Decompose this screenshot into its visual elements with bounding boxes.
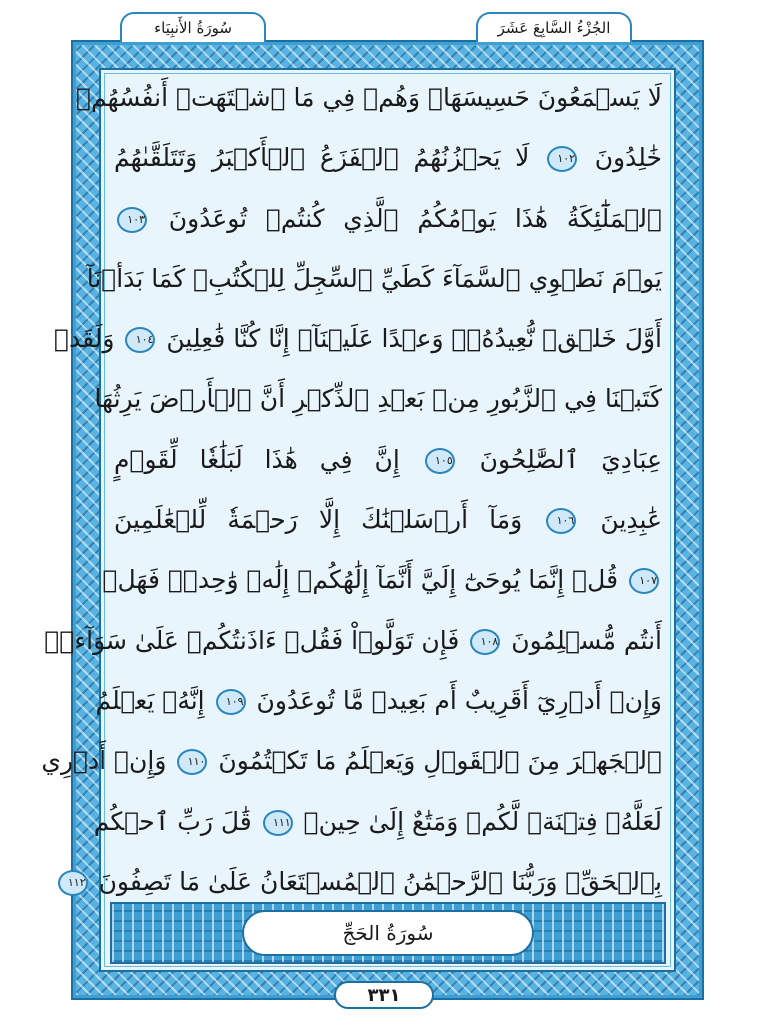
text-line	[86, 249, 662, 309]
verse-text: إِنَّهُۥ يَعۡلَمُ	[95, 685, 205, 715]
verse-text: خَٰلِدُونَ	[594, 143, 662, 173]
ayah-number-marker: ١٠٦	[546, 508, 576, 534]
verse-text: فَإِن تَوَلَّوۡاْ فَقُلۡ ءَاذَنتُكُمۡ عَلَىٰ سَوَآءٖۖ	[44, 625, 460, 655]
ayah-number-marker: ١١٢	[58, 870, 88, 896]
verse-text: وَإِنۡ أَدۡرِيٓ أَقَرِيبٌ أَم بَعِيدٞ مَّا تُوعَدُونَ	[256, 685, 662, 715]
text-line	[54, 309, 662, 369]
text-line	[114, 189, 662, 249]
text-line	[114, 128, 662, 188]
ayah-number-marker: ١٠٢	[547, 146, 577, 172]
verse-text: بِٱلۡحَقِّۗ وَرَبُّنَا ٱلرَّحۡمَٰنُ ٱلۡمُسۡتَعَانُ عَلَىٰ مَا تَصِفُونَ	[98, 866, 662, 896]
text-line	[114, 490, 662, 550]
text-line	[94, 369, 662, 429]
verse-text: وَإِنۡ أَدۡرِي	[41, 746, 167, 776]
verse-text: عِبَادِيَ ٱلصَّٰلِحُونَ	[479, 444, 662, 474]
ayah-number-marker: ١٠٣	[117, 207, 147, 233]
text-line	[102, 550, 662, 610]
text-line	[76, 68, 662, 128]
ayah-number-marker: ١٠٧	[629, 568, 659, 594]
surah-name-label: سُورَةُ الأَنبِيَاء	[120, 12, 266, 42]
verse-text: لَا يَحۡزُنُهُمُ ٱلۡفَزَعُ ٱلۡأَكۡبَرُ وَتَتَلَقَّىٰهُمُ	[114, 143, 530, 173]
verse-text: لَا يَسۡمَعُونَ حَسِيسَهَاۖ وَهُمۡ فِي مَا ٱشۡتَهَتۡ أَنفُسُهُمۡ	[76, 83, 662, 112]
ayah-number-marker: ١٠٩	[216, 689, 246, 715]
verse-text: ٱلۡجَهۡرَ مِنَ ٱلۡقَوۡلِ وَيَعۡلَمُ مَا تَكۡتُمُونَ	[218, 746, 662, 776]
ayah-number-marker: ١١٠	[177, 749, 207, 775]
verse-text: كَتَبۡنَا فِي ٱلزَّبُورِ مِنۢ بَعۡدِ ٱلذِّكۡرِ أَنَّ ٱلۡأَرۡضَ يَرِثُهَا	[94, 384, 662, 414]
verse-text: عَٰبِدِينَ	[600, 505, 662, 535]
ayah-number-marker: ١١١	[263, 810, 293, 836]
verse-text: قُلۡ إِنَّمَا يُوحَىٰٓ إِلَيَّ أَنَّمَآ إِلَٰهُكُمۡ إِلَٰهٞ وَٰحِدٞۖ فَهَلۡ	[102, 565, 619, 595]
verse-text: ٱلۡمَلَٰٓئِكَةُ هَٰذَا يَوۡمُكُمُ ٱلَّذِي كُنتُمۡ تُوعَدُونَ	[168, 203, 662, 233]
verse-text: وَمَآ أَرۡسَلۡنَٰكَ إِلَّا رَحۡمَةٗ لِّلۡعَٰلَمِينَ	[114, 505, 523, 535]
text-line	[44, 611, 662, 671]
text-line	[41, 731, 662, 791]
text-line	[93, 792, 662, 852]
surah-banner	[110, 902, 666, 964]
page-number: ٣٣١	[334, 981, 434, 1009]
verse-text: يَوۡمَ نَطۡوِي ٱلسَّمَآءَ كَطَيِّ ٱلسِّجِلِّ لِلۡكُتُبِۚ كَمَا بَدَأۡنَآ	[86, 263, 662, 293]
verse-text: وَلَقَدۡ	[54, 324, 115, 354]
quran-text	[41, 68, 662, 912]
verse-text: أَنتُم مُّسۡلِمُونَ	[511, 625, 662, 655]
text-line	[114, 430, 662, 490]
next-surah-title: سُورَةُ الحَجِّ	[242, 910, 534, 956]
verse-text: إِنَّ فِي هَٰذَا لَبَلَٰغٗا لِّقَوۡمٍ	[114, 444, 400, 474]
ayah-number-marker: ١٠٨	[470, 629, 500, 655]
ayah-number-marker: ١٠٤	[125, 327, 155, 353]
text-line	[95, 671, 662, 731]
verse-text: لَعَلَّهُۥ فِتۡنَةٞ لَّكُمۡ وَمَتَٰعٌ إِلَىٰ حِينٖ	[303, 806, 662, 836]
ayah-number-marker: ١٠٥	[425, 448, 455, 474]
verse-text: قَٰلَ رَبِّ ٱحۡكُم	[93, 806, 252, 836]
juz-name-label: الجُزْءُ السَّابِعَ عَشَرَ	[476, 12, 632, 42]
verse-text: أَوَّلَ خَلۡقٖ نُّعِيدُهُۥۚ وَعۡدًا عَلَيۡنَآۚ إِنَّا كُنَّا فَٰعِلِينَ	[166, 324, 662, 354]
